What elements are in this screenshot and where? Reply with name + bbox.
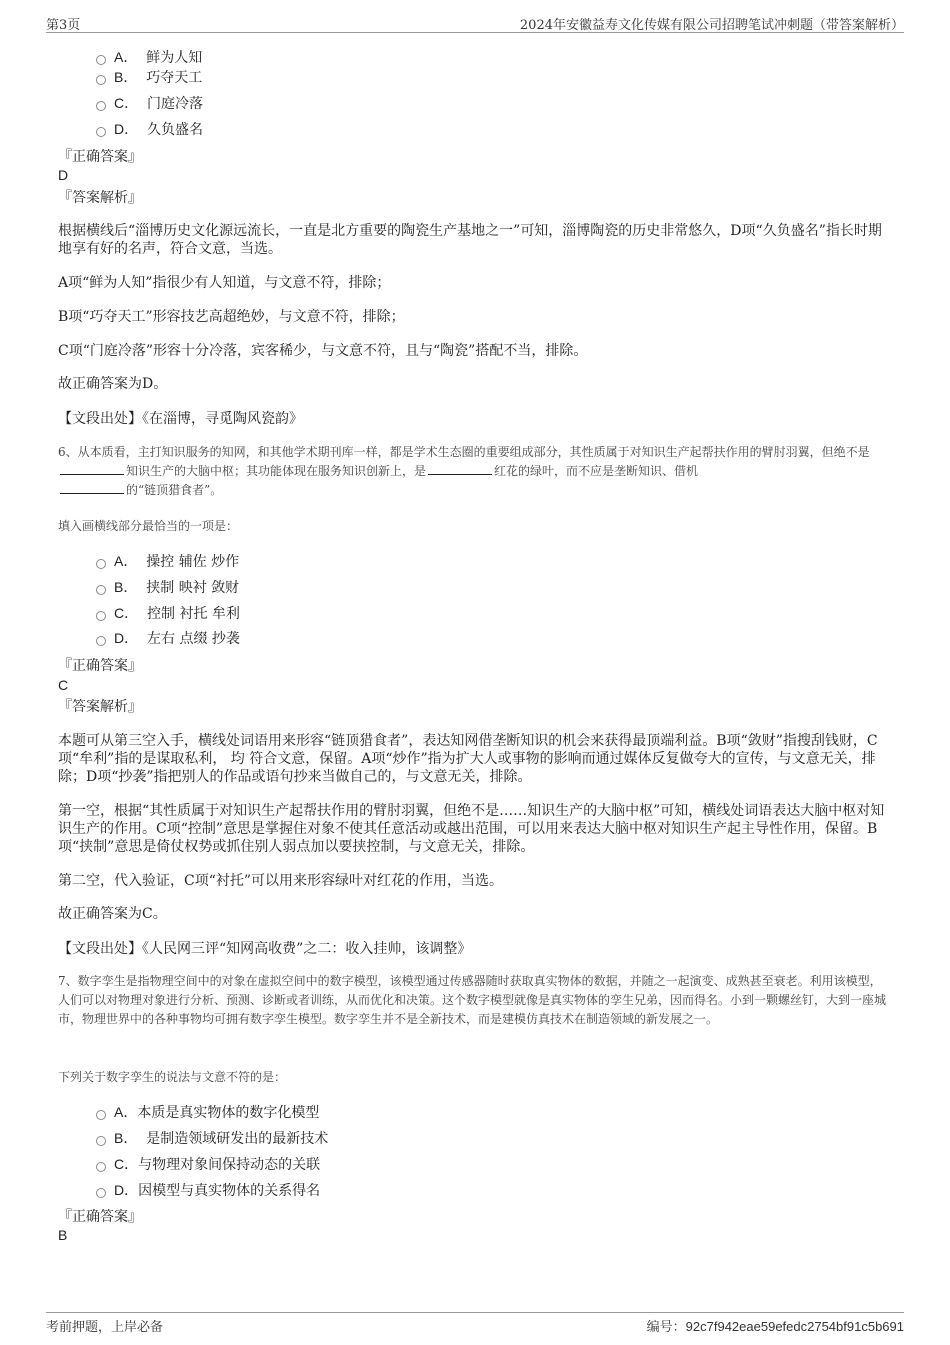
q5-source: 【文段出处】《在淄博，寻觅陶风瓷韵》 bbox=[58, 411, 303, 427]
q5-analysis-paragraph: 故正确答案为D。 bbox=[58, 376, 168, 392]
radio-icon[interactable] bbox=[96, 585, 106, 595]
q5-option-a[interactable]: A． 鲜为人知 bbox=[96, 47, 202, 67]
blank-line bbox=[60, 481, 124, 494]
footer-slogan: 考前押题，上岸必备 bbox=[46, 1320, 164, 1335]
q5-analysis-paragraph: A项“鲜为人知”指很少有人知道，与文意不符，排除； bbox=[58, 275, 391, 291]
q7-option-c[interactable]: C．与物理对象间保持动态的关联 bbox=[96, 1154, 320, 1174]
q7-option-b[interactable]: B． 是制造领域研发出的最新技术 bbox=[96, 1128, 328, 1148]
q7-option-d[interactable]: D．因模型与真实物体的关系得名 bbox=[96, 1180, 320, 1200]
q5-analysis-label: 『答案解析』 bbox=[58, 190, 142, 206]
q6-source: 【文段出处】《人民网三评“知网高收费”之二：收入挂帅，该调整》 bbox=[58, 941, 472, 957]
q5-option-c[interactable]: C． 门庭冷落 bbox=[96, 93, 203, 113]
q5-answer: D bbox=[58, 167, 69, 183]
radio-icon[interactable] bbox=[96, 127, 106, 137]
blank-line bbox=[428, 462, 492, 475]
radio-icon[interactable] bbox=[96, 1136, 106, 1146]
q6-answer-label: 『正确答案』 bbox=[58, 658, 142, 674]
radio-icon[interactable] bbox=[96, 75, 106, 85]
q7-question-text: 7、数字孪生是指物理空间中的对象在虚拟空间中的数字模型，该模型通过传感器随时获取真实物体的数据，并随之一起演变、成熟甚至衰老。利用该模型，人们可以对物理对象进行分析、预测、诊断或者训练，从而优化和决策。这个数字模型就像是真实物体的孪生兄弟，因而得名。小到一颗螺丝钉，大到一座城市，物理世界中的各种事物均可拥有数字孪生模型。数字孪生并不是全新技术，而是建模仿真技术在制造领域的新发展之一。 bbox=[58, 974, 887, 1026]
q6-analysis-paragraph: 第一空，根据“其性质属于对知识生产起帮扶作用的臂肘羽翼，但绝不是……知识生产的大脑中枢”可知，横线处词语表达大脑中枢对知识生产的作用。C项“控制”意思是掌握住对象不使其任意活动或越出范围，可以用来表达大脑中枢对知识生产起主导性作用，保留。B项“挟制”意思是倚仗权势或抓住别人弱点加以要挟控制，与文意无关，排除。 bbox=[58, 803, 885, 855]
q7-answer: B bbox=[58, 1227, 68, 1243]
radio-icon[interactable] bbox=[96, 559, 106, 569]
q6-analysis-paragraph: 第二空，代入验证，C项“衬托”可以用来形容绿叶对红花的作用，当选。 bbox=[58, 873, 504, 889]
page-number: 第3页 bbox=[46, 18, 81, 33]
radio-icon[interactable] bbox=[96, 55, 106, 65]
q6-option-d[interactable]: D． 左右 点缀 抄袭 bbox=[96, 628, 240, 648]
radio-icon[interactable] bbox=[96, 1110, 106, 1120]
radio-icon[interactable] bbox=[96, 1188, 106, 1198]
q7-prompt: 下列关于数字孪生的说法与文意不符的是： bbox=[58, 1070, 287, 1084]
radio-icon[interactable] bbox=[96, 1162, 106, 1172]
document-title: 2024年安徽益寿文化传媒有限公司招聘笔试冲刺题（带答案解析） bbox=[519, 18, 904, 33]
q7-option-a[interactable]: A．本质是真实物体的数字化模型 bbox=[96, 1102, 319, 1122]
radio-icon[interactable] bbox=[96, 611, 106, 621]
q6-analysis-label: 『答案解析』 bbox=[58, 699, 142, 715]
q5-analysis-paragraph: 根据横线后“淄博历史文化源远流长，一直是北方重要的陶瓷生产基地之一”可知，淄博陶瓷的历史非常悠久，D项“久负盛名”指长时期地享有好的名声，符合文意，当选。 bbox=[58, 223, 882, 257]
q5-answer-label: 『正确答案』 bbox=[58, 149, 142, 165]
radio-icon[interactable] bbox=[96, 636, 106, 646]
radio-icon[interactable] bbox=[96, 101, 106, 111]
q6-option-b[interactable]: B． 挟制 映衬 敛财 bbox=[96, 577, 239, 597]
q7-answer-label: 『正确答案』 bbox=[58, 1209, 142, 1225]
page-footer bbox=[46, 1312, 904, 1333]
blank-line bbox=[60, 462, 124, 475]
q6-question-text: 6、从本质看，主打知识服务的知网，和其他学术期刊库一样，都是学术生态圈的重要组成部分，其性质属于对知识生产起帮扶作用的臂肘羽翼，但绝不是知识生产的大脑中枢；其功能体现在服务知识创新上，是 红花的绿叶，而不应是垄断知识、借机 的“链顶猎食者”。 bbox=[58, 445, 870, 497]
q6-prompt: 填入画横线部分最恰当的一项是： bbox=[58, 519, 239, 533]
q6-option-a[interactable]: A． 操控 辅佐 炒作 bbox=[96, 551, 239, 571]
q6-analysis-paragraph: 本题可从第三空入手，横线处词语用来形容“链顶猎食者”，表达知网借垄断知识的机会来获得最顶端利益。B项“敛财”指搜刮钱财，C项“牟利”指的是谋取私利， 均 符合文意，保留。A项“炒作”指为扩大人或事物的影响而通过媒体反复做夸大的宣传，与文意无关，排除；D项“抄袭”指把别人的作品或语句抄来当做自己的，与文意无关，排除。 bbox=[58, 733, 878, 785]
q6-analysis-paragraph: 故正确答案为C。 bbox=[58, 906, 167, 922]
q5-option-b[interactable]: B． 巧夺天工 bbox=[96, 67, 202, 87]
q5-analysis-paragraph: B项“巧夺天工”形容技艺高超绝妙，与文意不符，排除； bbox=[58, 309, 405, 325]
document-code: 编号：92c7f942eae59efedc2754bf91c5b691 bbox=[646, 1319, 904, 1334]
q5-analysis-paragraph: C项“门庭冷落”形容十分冷落，宾客稀少，与文意不符，且与“陶瓷”搭配不当，排除。 bbox=[58, 343, 588, 359]
q6-answer: C bbox=[58, 677, 69, 693]
page-header bbox=[46, 12, 904, 33]
q6-option-c[interactable]: C． 控制 衬托 牟利 bbox=[96, 603, 240, 623]
q5-option-d[interactable]: D． 久负盛名 bbox=[96, 119, 203, 139]
